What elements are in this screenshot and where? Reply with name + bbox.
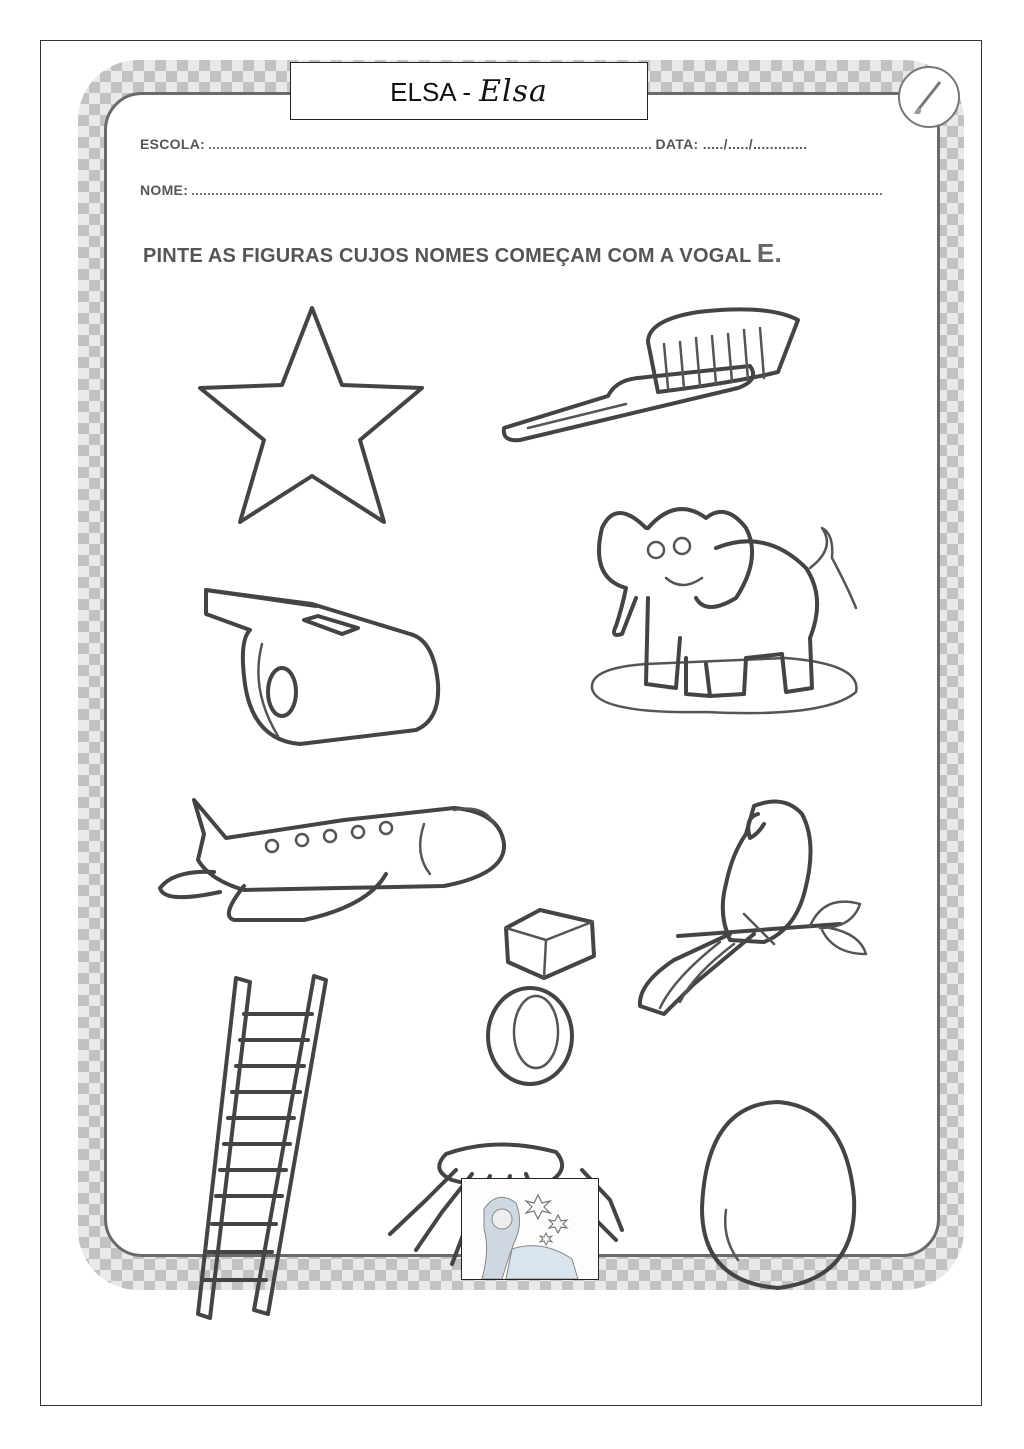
escola-field[interactable] (140, 136, 807, 152)
parrot-icon[interactable] (634, 794, 874, 1024)
paintbrush-icon (898, 66, 960, 128)
ring-icon[interactable] (484, 906, 604, 1090)
instruction-vowel: E. (756, 238, 782, 268)
brush-icon[interactable] (498, 300, 808, 460)
title-box (290, 62, 648, 120)
nome-blank (192, 183, 882, 195)
nome-label: NOME: (140, 182, 189, 198)
airplane-icon[interactable] (154, 794, 510, 930)
title-cursive-name: Elsa (479, 74, 548, 109)
instruction-body: PINTE AS FIGURAS CUJOS NOMES COMEÇAM COM A VOGAL (143, 245, 752, 267)
elsa-thumbnail-image (461, 1178, 599, 1280)
nome-field[interactable] (140, 182, 882, 198)
star-icon[interactable] (190, 300, 430, 530)
elephant-icon[interactable] (586, 488, 866, 724)
ladder-icon[interactable] (196, 974, 336, 1324)
escola-blank (209, 137, 651, 149)
escola-label: ESCOLA: (140, 136, 206, 152)
date-blank: ...../...../............. (702, 136, 808, 152)
title-prefix: ELSA - (390, 77, 472, 107)
instruction-text (143, 238, 782, 269)
data-label: DATA: (655, 136, 699, 152)
whistle-icon[interactable] (200, 580, 444, 750)
elsa-illustration (462, 1179, 598, 1279)
egg-icon[interactable] (696, 1098, 860, 1294)
